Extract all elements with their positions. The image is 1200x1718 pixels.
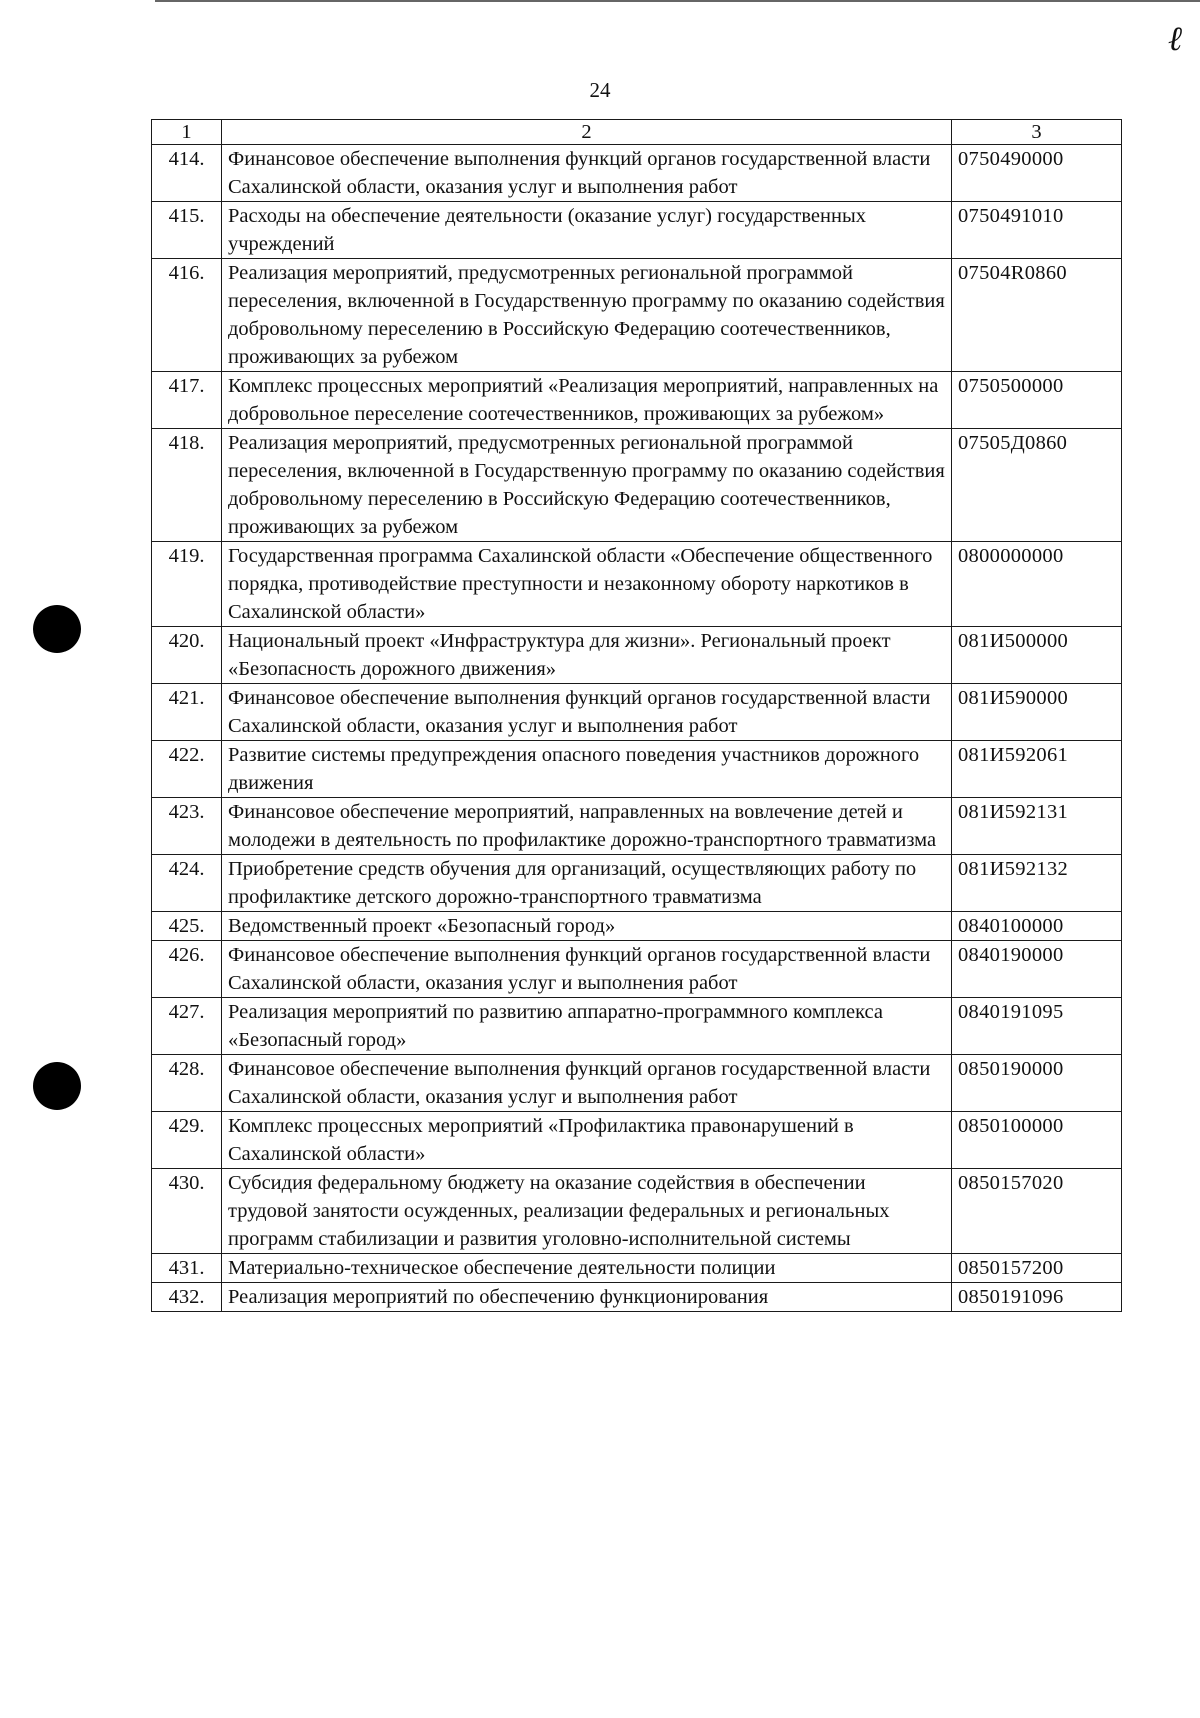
row-code: 07504R0860 xyxy=(952,259,1122,372)
row-name: Финансовое обеспечение выполнения функций органов государственной власти Сахалинской области, оказания услуг и выполнения работ xyxy=(222,145,952,202)
row-code: 0750500000 xyxy=(952,372,1122,429)
row-code: 0840100000 xyxy=(952,912,1122,941)
row-number: 428. xyxy=(152,1055,222,1112)
table-row xyxy=(152,855,1122,912)
hole-punch-mark xyxy=(33,605,81,653)
row-name: Финансовое обеспечение мероприятий, направленных на вовлечение детей и молодежи в деятельность по профилактике дорожно-транспортного травматизма xyxy=(222,798,952,855)
row-number: 432. xyxy=(152,1283,222,1312)
table-row xyxy=(152,1169,1122,1254)
page-number: 24 xyxy=(589,78,611,102)
row-number: 422. xyxy=(152,741,222,798)
table-row xyxy=(152,542,1122,627)
column-header-name: 2 xyxy=(222,120,952,145)
row-number: 431. xyxy=(152,1254,222,1283)
column-header-number: 1 xyxy=(152,120,222,145)
row-name: Финансовое обеспечение выполнения функций органов государственной власти Сахалинской области, оказания услуг и выполнения работ xyxy=(222,941,952,998)
row-number: 425. xyxy=(152,912,222,941)
row-number: 429. xyxy=(152,1112,222,1169)
row-name: Финансовое обеспечение выполнения функций органов государственной власти Сахалинской области, оказания услуг и выполнения работ xyxy=(222,1055,952,1112)
row-code: 081И592061 xyxy=(952,741,1122,798)
table-row xyxy=(152,627,1122,684)
row-name: Комплекс процессных мероприятий «Реализация мероприятий, направленных на добровольное переселение соотечественников, проживающих за рубежом» xyxy=(222,372,952,429)
row-number: 430. xyxy=(152,1169,222,1254)
hole-punch-mark xyxy=(33,1062,81,1110)
row-number: 424. xyxy=(152,855,222,912)
row-name: Приобретение средств обучения для организаций, осуществляющих работу по профилактике детского дорожно-транспортного травматизма xyxy=(222,855,952,912)
row-number: 426. xyxy=(152,941,222,998)
table-row xyxy=(152,741,1122,798)
row-number: 420. xyxy=(152,627,222,684)
table-body xyxy=(152,145,1122,1312)
row-number: 414. xyxy=(152,145,222,202)
page-top-edge xyxy=(155,0,1200,2)
budget-code-table xyxy=(151,119,1122,1312)
table-row xyxy=(152,202,1122,259)
row-code: 0750491010 xyxy=(952,202,1122,259)
row-code: 081И500000 xyxy=(952,627,1122,684)
column-header-code: 3 xyxy=(952,120,1122,145)
table-row xyxy=(152,998,1122,1055)
row-name: Государственная программа Сахалинской области «Обеспечение общественного порядка, противодействие преступности и незаконному обороту наркотиков в Сахалинской области» xyxy=(222,542,952,627)
table-row xyxy=(152,372,1122,429)
row-number: 423. xyxy=(152,798,222,855)
row-code: 0840191095 xyxy=(952,998,1122,1055)
row-number: 427. xyxy=(152,998,222,1055)
table-row xyxy=(152,1283,1122,1312)
row-name: Субсидия федеральному бюджету на оказание содействия в обеспечении трудовой занятости осужденных, реализации федеральных и региональных программ стабилизации и развития уголовно-исполнительной системы xyxy=(222,1169,952,1254)
row-name: Национальный проект «Инфраструктура для жизни». Региональный проект «Безопасность дорожного движения» xyxy=(222,627,952,684)
row-name: Комплекс процессных мероприятий «Профилактика правонарушений в Сахалинской области» xyxy=(222,1112,952,1169)
row-code: 07505Д0860 xyxy=(952,429,1122,542)
row-code: 0840190000 xyxy=(952,941,1122,998)
table-row xyxy=(152,1254,1122,1283)
table-row xyxy=(152,259,1122,372)
row-code: 0850191096 xyxy=(952,1283,1122,1312)
row-name: Реализация мероприятий по обеспечению функционирования xyxy=(222,1283,952,1312)
row-code: 0800000000 xyxy=(952,542,1122,627)
row-name: Расходы на обеспечение деятельности (оказание услуг) государственных учреждений xyxy=(222,202,952,259)
row-code: 081И590000 xyxy=(952,684,1122,741)
row-name: Реализация мероприятий, предусмотренных региональной программой переселения, включенной в Государственную программу по оказанию содействия добровольному переселению в Российскую Федерацию соотечественников, проживающих за рубежом xyxy=(222,429,952,542)
row-number: 421. xyxy=(152,684,222,741)
row-name: Реализация мероприятий, предусмотренных региональной программой переселения, включенной в Государственную программу по оказанию содействия добровольному переселению в Российскую Федерацию соотечественников, проживающих за рубежом xyxy=(222,259,952,372)
table-row xyxy=(152,1055,1122,1112)
row-code: 081И592131 xyxy=(952,798,1122,855)
table-row xyxy=(152,145,1122,202)
row-number: 417. xyxy=(152,372,222,429)
table-row xyxy=(152,798,1122,855)
table-row xyxy=(152,1112,1122,1169)
row-code: 0850100000 xyxy=(952,1112,1122,1169)
row-number: 416. xyxy=(152,259,222,372)
row-number: 415. xyxy=(152,202,222,259)
table-row xyxy=(152,912,1122,941)
row-number: 418. xyxy=(152,429,222,542)
row-code: 0750490000 xyxy=(952,145,1122,202)
handwritten-mark: ℓ xyxy=(1167,21,1182,58)
row-number: 419. xyxy=(152,542,222,627)
row-name: Финансовое обеспечение выполнения функций органов государственной власти Сахалинской области, оказания услуг и выполнения работ xyxy=(222,684,952,741)
row-name: Реализация мероприятий по развитию аппаратно-программного комплекса «Безопасный город» xyxy=(222,998,952,1055)
row-code: 0850157020 xyxy=(952,1169,1122,1254)
row-name: Развитие системы предупреждения опасного поведения участников дорожного движения xyxy=(222,741,952,798)
row-name: Материально-техническое обеспечение деятельности полиции xyxy=(222,1254,952,1283)
table-header-row xyxy=(152,120,1122,145)
row-code: 081И592132 xyxy=(952,855,1122,912)
row-code: 0850157200 xyxy=(952,1254,1122,1283)
row-code: 0850190000 xyxy=(952,1055,1122,1112)
table-row xyxy=(152,429,1122,542)
table-row xyxy=(152,941,1122,998)
row-name: Ведомственный проект «Безопасный город» xyxy=(222,912,952,941)
table-row xyxy=(152,684,1122,741)
